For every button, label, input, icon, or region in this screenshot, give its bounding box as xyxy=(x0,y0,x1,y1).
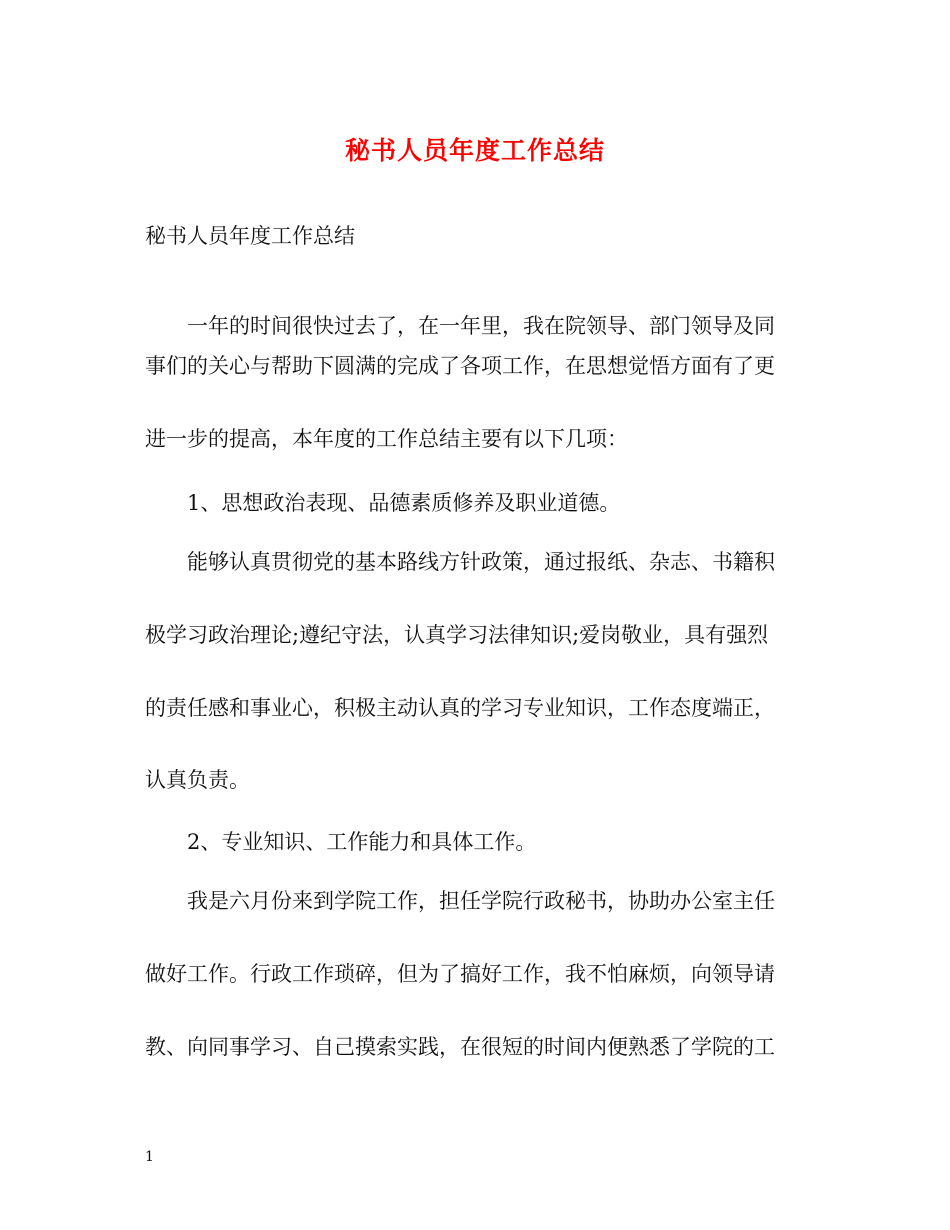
section-heading-2: 2、专业知识、工作能力和具体工作。 xyxy=(187,830,537,854)
document-title: 秘书人员年度工作总结 xyxy=(344,136,605,165)
body-line: 我是六月份来到学院工作，担任学院行政秘书，协助办公室主任 xyxy=(187,889,775,913)
body-line: 一年的时间很快过去了，在一年里，我在院领导、部门领导及同 xyxy=(187,314,775,338)
body-line: 做好工作。行政工作琐碎，但为了搞好工作，我不怕麻烦，向领导请 xyxy=(145,962,775,986)
body-line: 极学习政治理论;遵纪守法，认真学习法律知识;爱岗敬业，具有强烈 xyxy=(145,623,769,647)
body-line: 进一步的提高，本年度的工作总结主要有以下几项： xyxy=(145,427,628,451)
body-line: 能够认真贯彻党的基本路线方针政策，通过报纸、杂志、书籍积 xyxy=(187,550,775,574)
body-line-subtitle: 秘书人员年度工作总结 xyxy=(145,224,355,248)
body-line: 事们的关心与帮助下圆满的完成了各项工作，在思想觉悟方面有了更 xyxy=(145,354,775,378)
body-line: 教、向同事学习、自己摸索实践，在很短的时间内便熟悉了学院的工 xyxy=(145,1035,775,1059)
page-number: 1 xyxy=(145,1149,154,1165)
section-heading-1: 1、思想政治表现、品德素质修养及职业道德。 xyxy=(187,491,621,515)
body-line: 认真负责。 xyxy=(145,768,250,792)
body-line: 的责任感和事业心，积极主动认真的学习专业知识，工作态度端正， xyxy=(145,696,775,720)
